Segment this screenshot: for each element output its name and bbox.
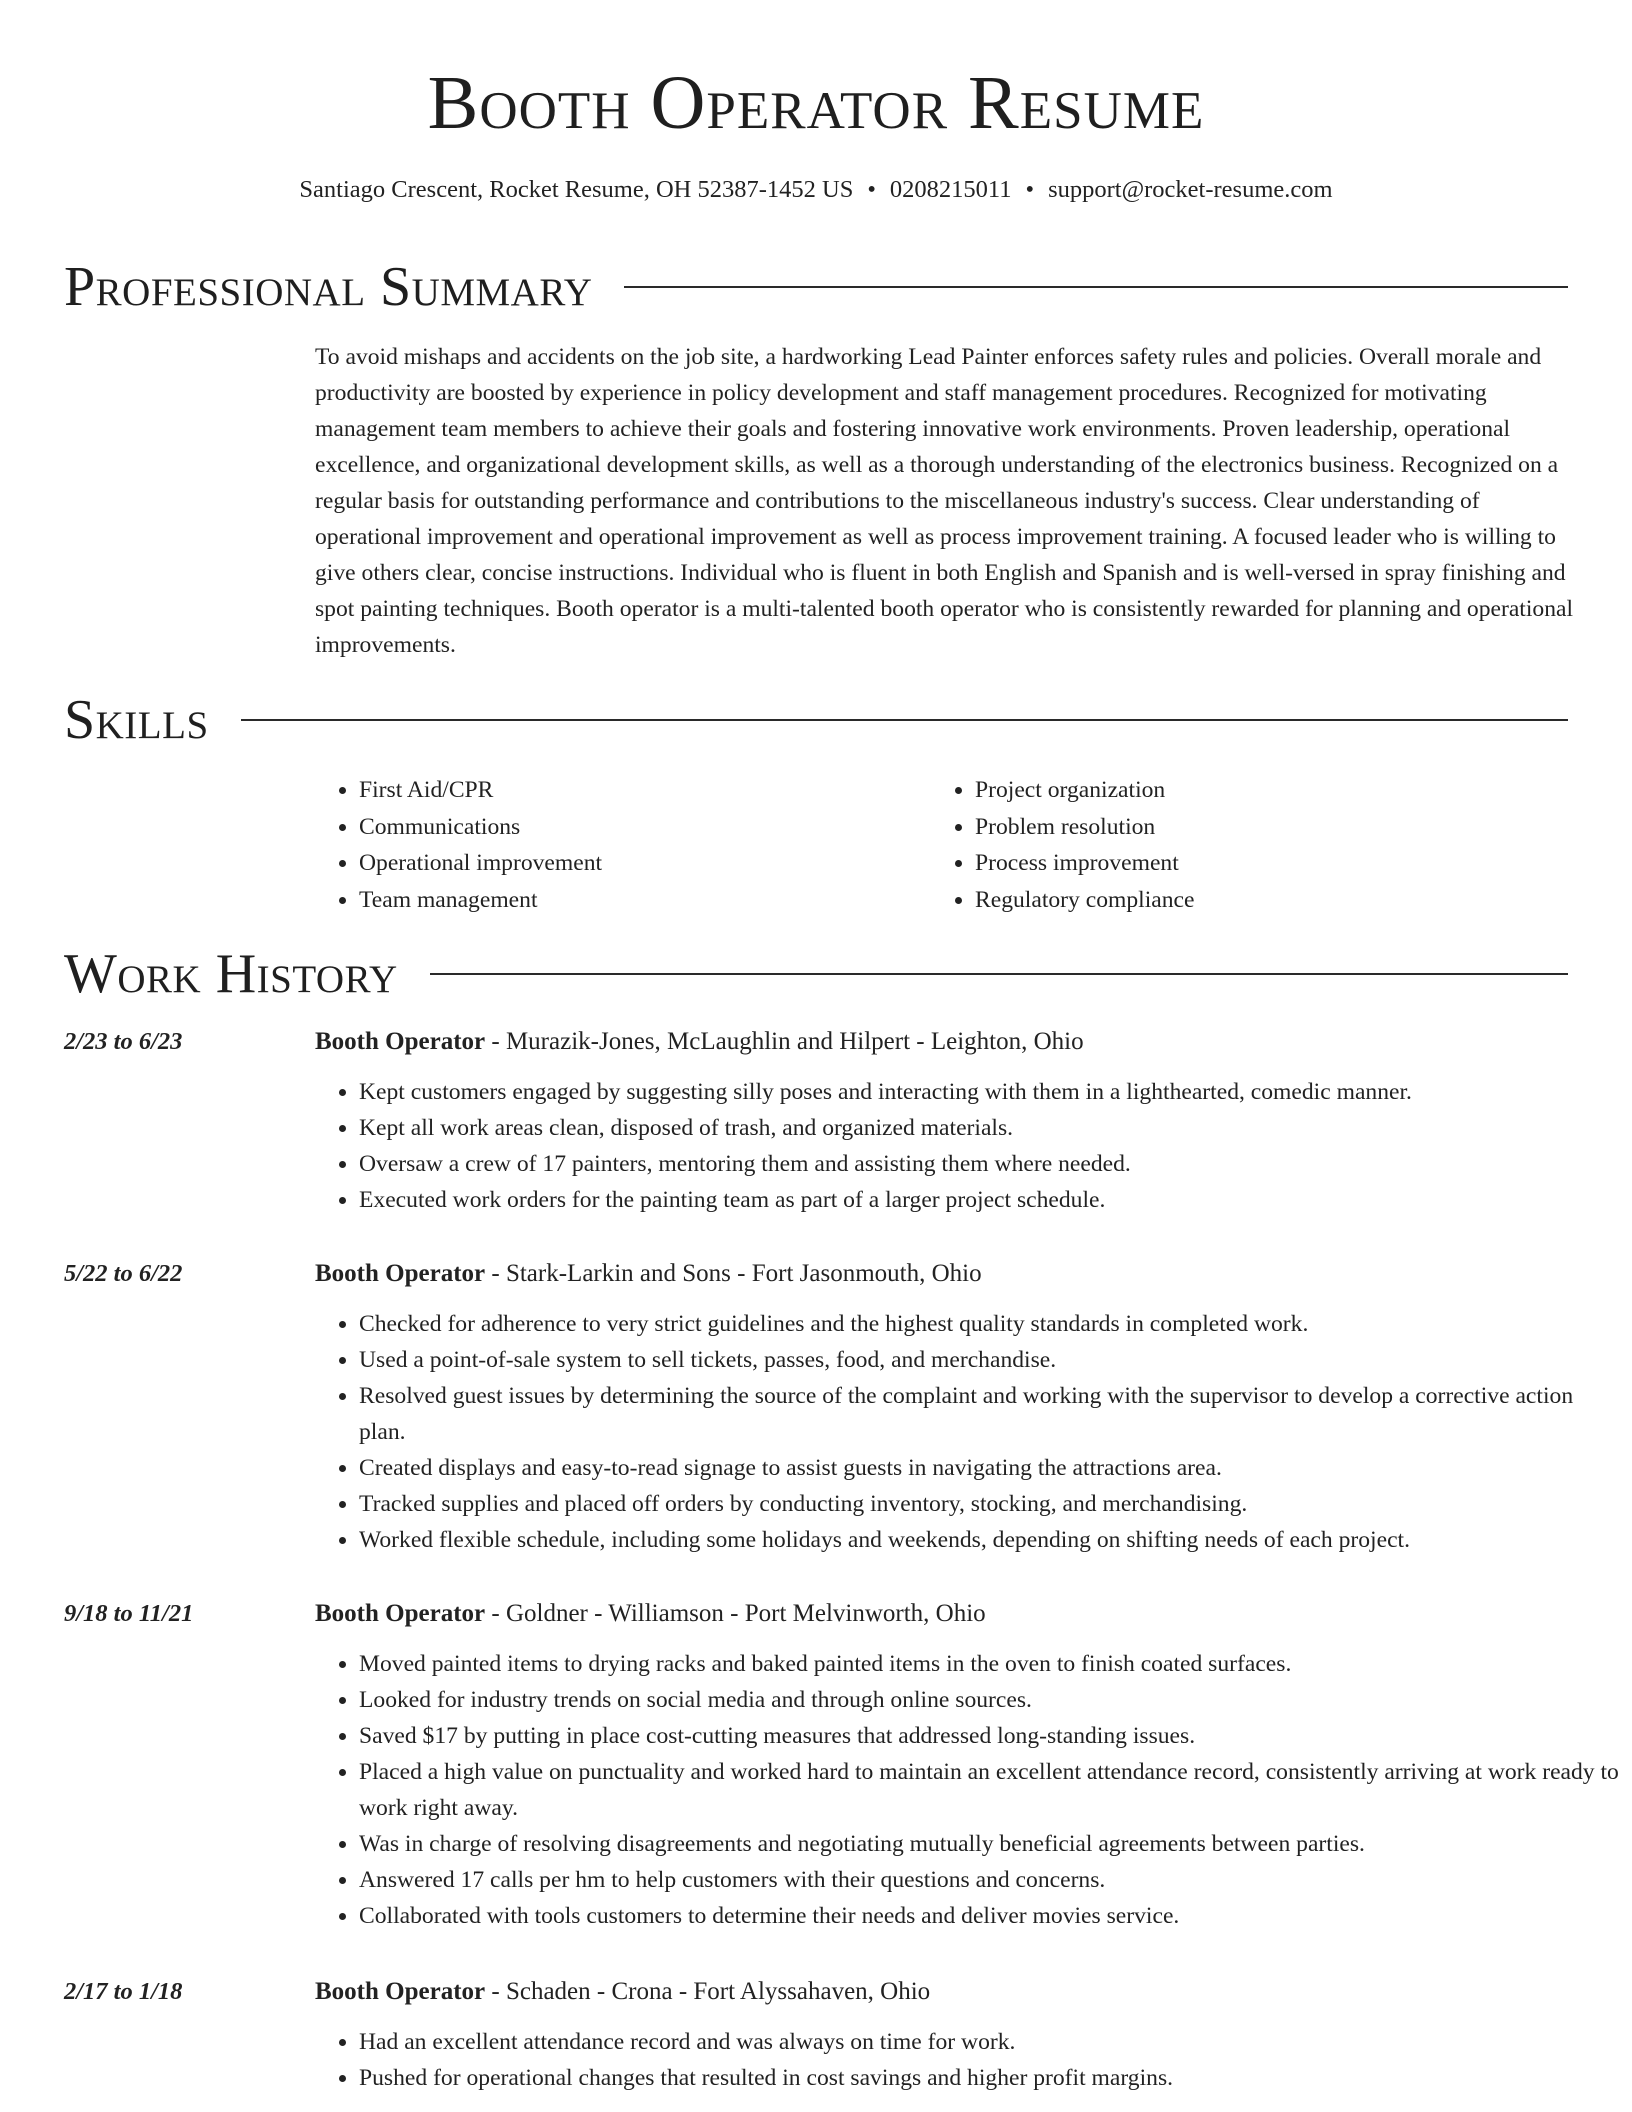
job-dates: 9/18 to 11/21 bbox=[64, 1600, 194, 1627]
skills-column-left bbox=[315, 772, 931, 918]
work-heading: Work History bbox=[64, 943, 398, 1005]
job-bullet: • Oversaw a crew of 17 painters, mentoring them and assisting them where needed. bbox=[359, 1146, 1619, 1182]
job-title: Booth Operator bbox=[315, 1978, 486, 2005]
job-bullet: • Created displays and easy-to-read signage to assist guests in navigating the attractions area. bbox=[359, 1450, 1619, 1486]
job-bullet: • Tracked supplies and placed off orders by conducting inventory, stocking, and merchandising. bbox=[359, 1486, 1619, 1522]
job-bullet: • Moved painted items to drying racks and baked painted items in the oven to finish coated surfaces. bbox=[359, 1646, 1619, 1682]
contact-line bbox=[0, 174, 1632, 206]
skills-list bbox=[315, 772, 1575, 918]
job-bullet: • Checked for adherence to very strict guidelines and the highest quality standards in completed work. bbox=[359, 1306, 1619, 1342]
resume-title: Booth Operator Resume bbox=[427, 61, 1205, 145]
section-divider bbox=[241, 719, 1568, 721]
job-dates: 2/23 to 6/23 bbox=[64, 1028, 183, 1055]
job-header bbox=[315, 1597, 986, 1631]
job-header bbox=[315, 1975, 930, 2009]
job-bullet: • Pushed for operational changes that resulted in cost savings and higher profit margins. bbox=[359, 2060, 1619, 2096]
skills-heading: Skills bbox=[64, 689, 209, 751]
job-title: Booth Operator bbox=[315, 1028, 486, 1055]
skill-item: • Operational improvement bbox=[359, 845, 931, 882]
job-header bbox=[315, 1025, 1084, 1059]
job-bullet: • Used a point-of-sale system to sell tickets, passes, food, and merchandise. bbox=[359, 1342, 1619, 1378]
job-bullet: • Kept all work areas clean, disposed of trash, and organized materials. bbox=[359, 1110, 1619, 1146]
job-bullet: • Executed work orders for the painting team as part of a larger project schedule. bbox=[359, 1182, 1619, 1218]
contact-separator: • bbox=[867, 176, 876, 203]
contact-phone: 0208215011 bbox=[889, 176, 1012, 203]
contact-separator: • bbox=[1025, 176, 1035, 203]
skill-item: • Team management bbox=[359, 882, 931, 919]
job-bullet: • Had an excellent attendance record and was always on time for work. bbox=[359, 2024, 1619, 2060]
job-title: Booth Operator bbox=[315, 1600, 486, 1627]
job-bullet: • Looked for industry trends on social media and through online sources. bbox=[359, 1682, 1619, 1718]
job-bullet: • Collaborated with tools customers to determine their needs and deliver movies service. bbox=[359, 1898, 1619, 1934]
summary-heading: Professional Summary bbox=[64, 256, 593, 318]
skill-item: • Process improvement bbox=[975, 845, 1547, 882]
skill-item: • Project organization bbox=[975, 772, 1547, 809]
skills-section-header bbox=[64, 687, 1568, 753]
skill-item: • Regulatory compliance bbox=[975, 882, 1547, 919]
job-employer: - Stark-Larkin and Sons - Fort Jasonmouth, Ohio bbox=[485, 1260, 982, 1287]
summary-section-header bbox=[64, 254, 1568, 320]
job-employer: - Schaden - Crona - Fort Alyssahaven, Ohio bbox=[485, 1978, 931, 2005]
contact-address: Santiago Crescent, Rocket Resume, OH 52387-1452 US bbox=[299, 176, 854, 203]
job-bullets bbox=[315, 1306, 1619, 1558]
job-bullets bbox=[315, 2024, 1619, 2096]
contact-email: support@rocket-resume.com bbox=[1048, 176, 1333, 203]
job-employer: - Goldner - Williamson - Port Melvinworth, Ohio bbox=[485, 1600, 986, 1627]
job-dates: 5/22 to 6/22 bbox=[64, 1260, 183, 1287]
skill-item: • First Aid/CPR bbox=[359, 772, 931, 809]
section-divider bbox=[624, 286, 1568, 288]
skill-item: • Communications bbox=[359, 809, 931, 846]
job-bullet: • Answered 17 calls per hm to help customers with their questions and concerns. bbox=[359, 1862, 1619, 1898]
job-title: Booth Operator bbox=[315, 1260, 486, 1287]
skills-column-right bbox=[931, 772, 1547, 918]
job-bullets bbox=[315, 1074, 1619, 1218]
section-divider bbox=[430, 973, 1568, 975]
job-bullet: • Kept customers engaged by suggesting silly poses and interacting with them in a lighthearted, comedic manner. bbox=[359, 1074, 1619, 1110]
job-header bbox=[315, 1257, 982, 1291]
work-section-header bbox=[64, 941, 1568, 1007]
job-employer: - Murazik-Jones, McLaughlin and Hilpert - Leighton, Ohio bbox=[485, 1028, 1084, 1055]
job-bullet: • Resolved guest issues by determining the source of the complaint and working with the supervisor to develop a corrective action plan. bbox=[359, 1378, 1619, 1450]
job-bullet: • Was in charge of resolving disagreements and negotiating mutually beneficial agreements between parties. bbox=[359, 1826, 1619, 1862]
job-bullet: • Placed a high value on punctuality and worked hard to maintain an excellent attendance record, consistently arriving at work ready to work right away. bbox=[359, 1754, 1619, 1826]
summary-text: To avoid mishaps and accidents on the job site, a hardworking Lead Painter enforces safety rules and policies. Overall morale and productivity are boosted by experience in policy development and staff management procedures. Recognized for motivating management team members to achieve their goals and fostering innovative work environments. Proven leadership, operational excellence, and organizational development skills, as well as a thorough understanding of the electronics business. Recognized on a regular basis for outstanding performance and contributions to the miscellaneous industry's success. Clear understanding of operational improvement and operational improvement as well as process improvement training. A focused leader who is willing to give others clear, concise instructions. Individual who is fluent in both English and Spanish and is well-versed in spray finishing and spot painting techniques. Booth operator is a multi-talented booth operator who is consistently rewarded for planning and operational improvements. bbox=[315, 344, 1574, 658]
job-bullet: • Saved $17 by putting in place cost-cutting measures that addressed long-standing issues. bbox=[359, 1718, 1619, 1754]
job-bullet: • Worked flexible schedule, including some holidays and weekends, depending on shifting needs of each project. bbox=[359, 1522, 1619, 1558]
job-bullets bbox=[315, 1646, 1619, 1934]
skill-item: • Problem resolution bbox=[975, 809, 1547, 846]
job-dates: 2/17 to 1/18 bbox=[64, 1978, 183, 2005]
